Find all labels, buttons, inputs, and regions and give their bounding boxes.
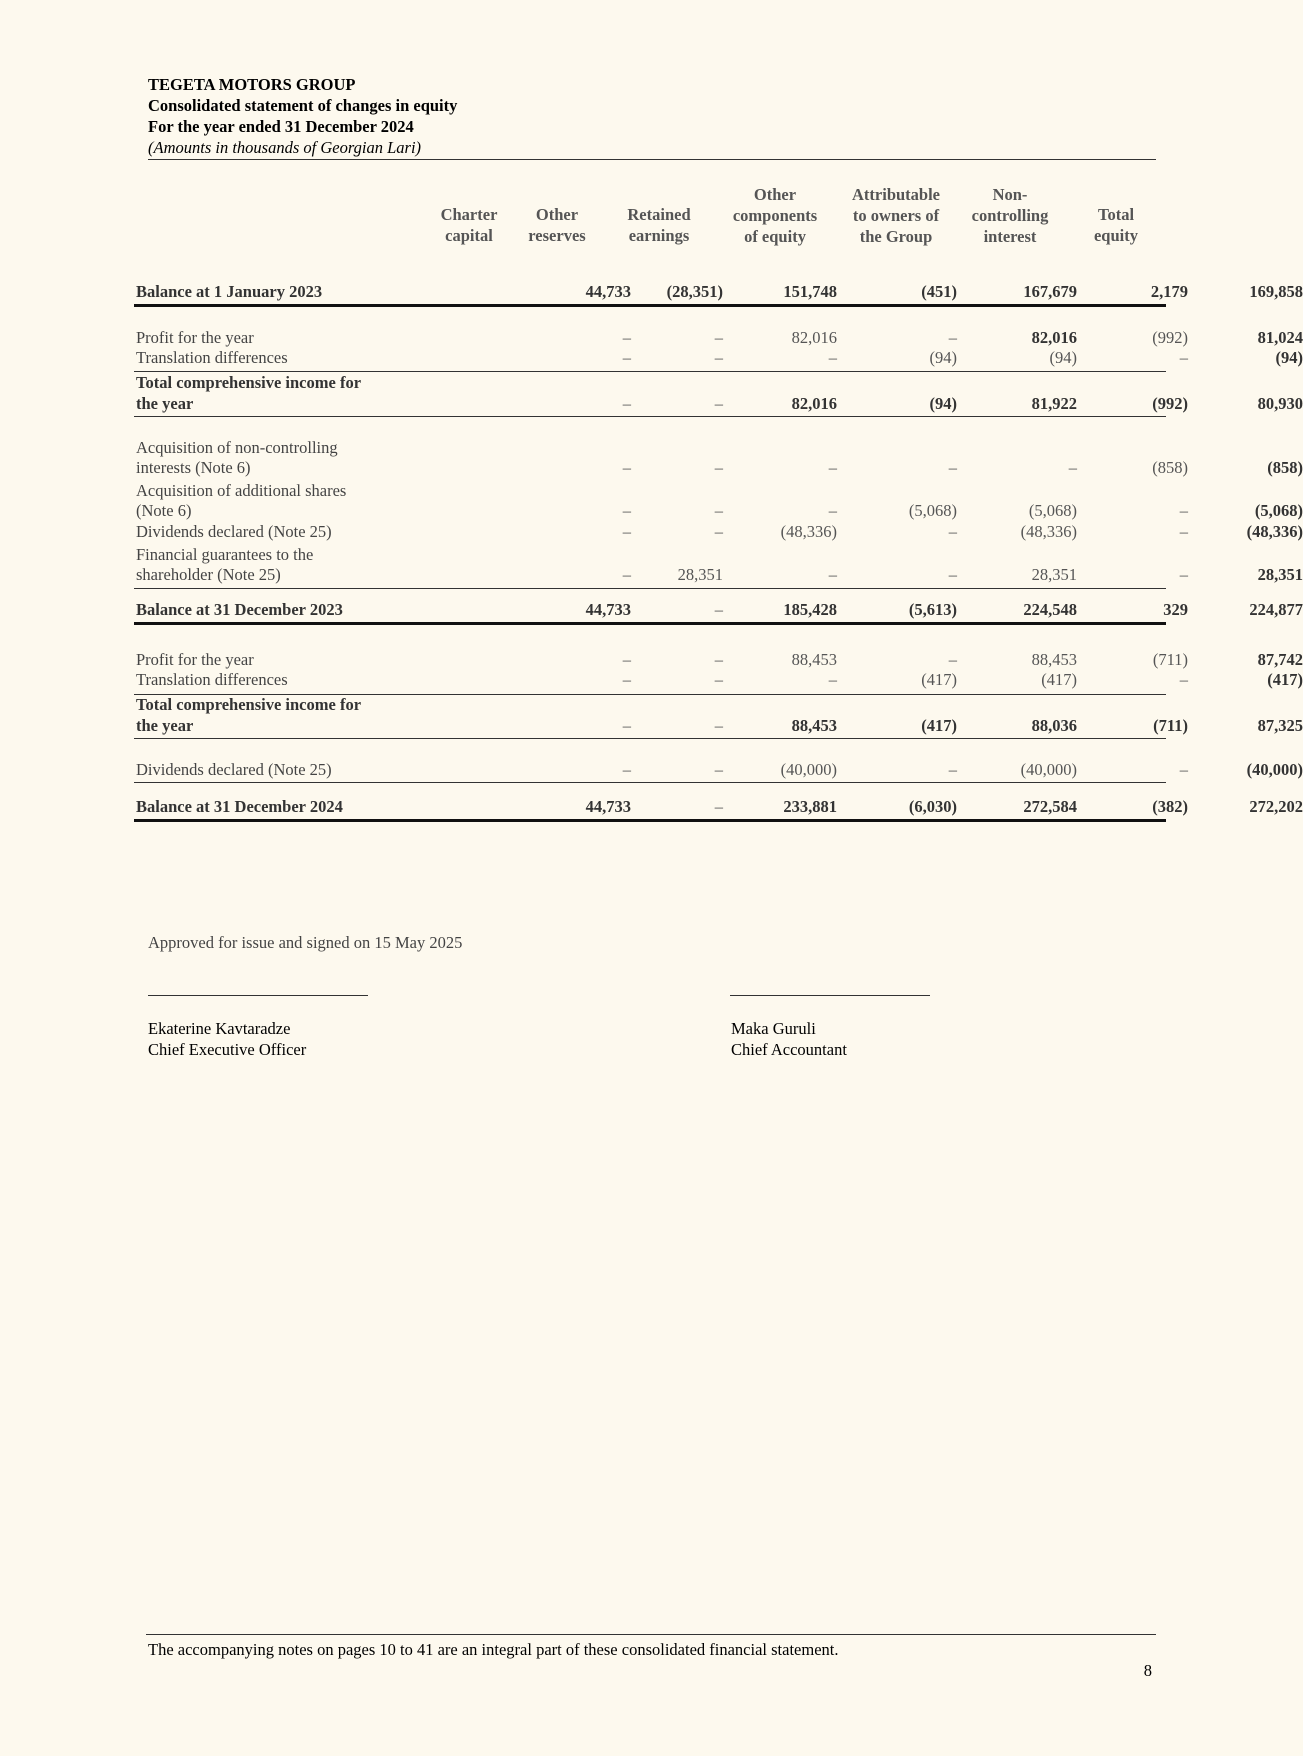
row-divider: [134, 371, 1166, 372]
signature-line: [148, 995, 368, 996]
footer-note: The accompanying notes on pages 10 to 41 are an integral part of these consolidated financial statement.: [148, 1640, 839, 1659]
col-charter-capital: Charter capital: [440, 205, 498, 245]
row-divider: [134, 304, 1166, 307]
signatory-title: Chief Accountant: [731, 1040, 847, 1059]
statement-units: (Amounts in thousands of Georgian Lari): [148, 138, 422, 157]
page-number: 8: [1143, 1661, 1152, 1680]
row-divider: [134, 782, 1166, 783]
signatory-title: Chief Executive Officer: [148, 1040, 307, 1059]
col-total-equity: Total equity: [1093, 205, 1138, 245]
signatory-name: Ekaterine Kavtaradze: [148, 1019, 291, 1038]
row-divider: [134, 416, 1166, 417]
header-divider: [148, 159, 1156, 160]
row-divider: [134, 819, 1166, 822]
approval-statement: Approved for issue and signed on 15 May 2025: [148, 933, 463, 952]
signatory-name: Maka Guruli: [731, 1019, 816, 1038]
row-divider: [134, 738, 1166, 739]
col-other-reserves: Other reserves: [528, 205, 586, 245]
statement-header: [148, 74, 1156, 158]
col-other-components: Other components of equity: [732, 185, 818, 246]
col-attributable: Attributable to owners of the Group: [852, 185, 940, 246]
col-non-controlling: Non- controlling interest: [971, 185, 1049, 246]
signature-line: [730, 995, 930, 996]
statement-period: For the year ended 31 December 2024: [148, 117, 414, 136]
row-divider: [134, 622, 1166, 625]
row-divider: [134, 588, 1166, 589]
signatory-ceo: [148, 1018, 306, 1060]
statement-title: Consolidated statement of changes in equity: [148, 96, 458, 115]
company-name: TEGETA MOTORS GROUP: [148, 75, 356, 94]
signatory-accountant: [731, 1018, 847, 1060]
footer-divider: [146, 1634, 1156, 1635]
equity-table: Charter capital Other reserves Retained earnings Other components of equity Attributable to owners of the Group Non- controlling interest Total equity Balance at 1 January 2023 44,733 (28,351) 151,748 (451) 167,679 2,179 169,858 Profit for the year – – 82,016 – 82,016 (992) 81,024 Translation differences – – – (94) (94) – (94) Total comprehensive income for the year – – 82,016 (94) 81,922 (992) 80,930 Acquisition of non-controlling interests (Note 6) – – – – – (858) (858) Acquisition of additional shares (Note 6) – – – (5,068) (5,068) – (5,068) Dividends declared (Note 25) – – (48,336) – (48,336) – (48,336) Financial guarantees to the shareholder (Note 25) – 28,351 – – 28,351 – 28,351 Balance at 31 December 2023 44,733 – 185,428 (5,613) 224,548 329 224,877 Profit for the year – – 88,453 – 88,453 (711) 87,742 Translation differences – – – (417) (417) – (417) Total comprehensive income for the year – – 88,453 (417) 88,036 (711) 87,325 Dividends declared (Note 25) – – (40,000) – (40,000) – (40,000) Balance at 31 December 2024 44,733 – 233,881 (6,030) 272,584 (382) 272,202: [134, 170, 1166, 260]
column-headers: [134, 170, 1166, 260]
col-retained-earnings: Retained earnings: [627, 205, 691, 245]
